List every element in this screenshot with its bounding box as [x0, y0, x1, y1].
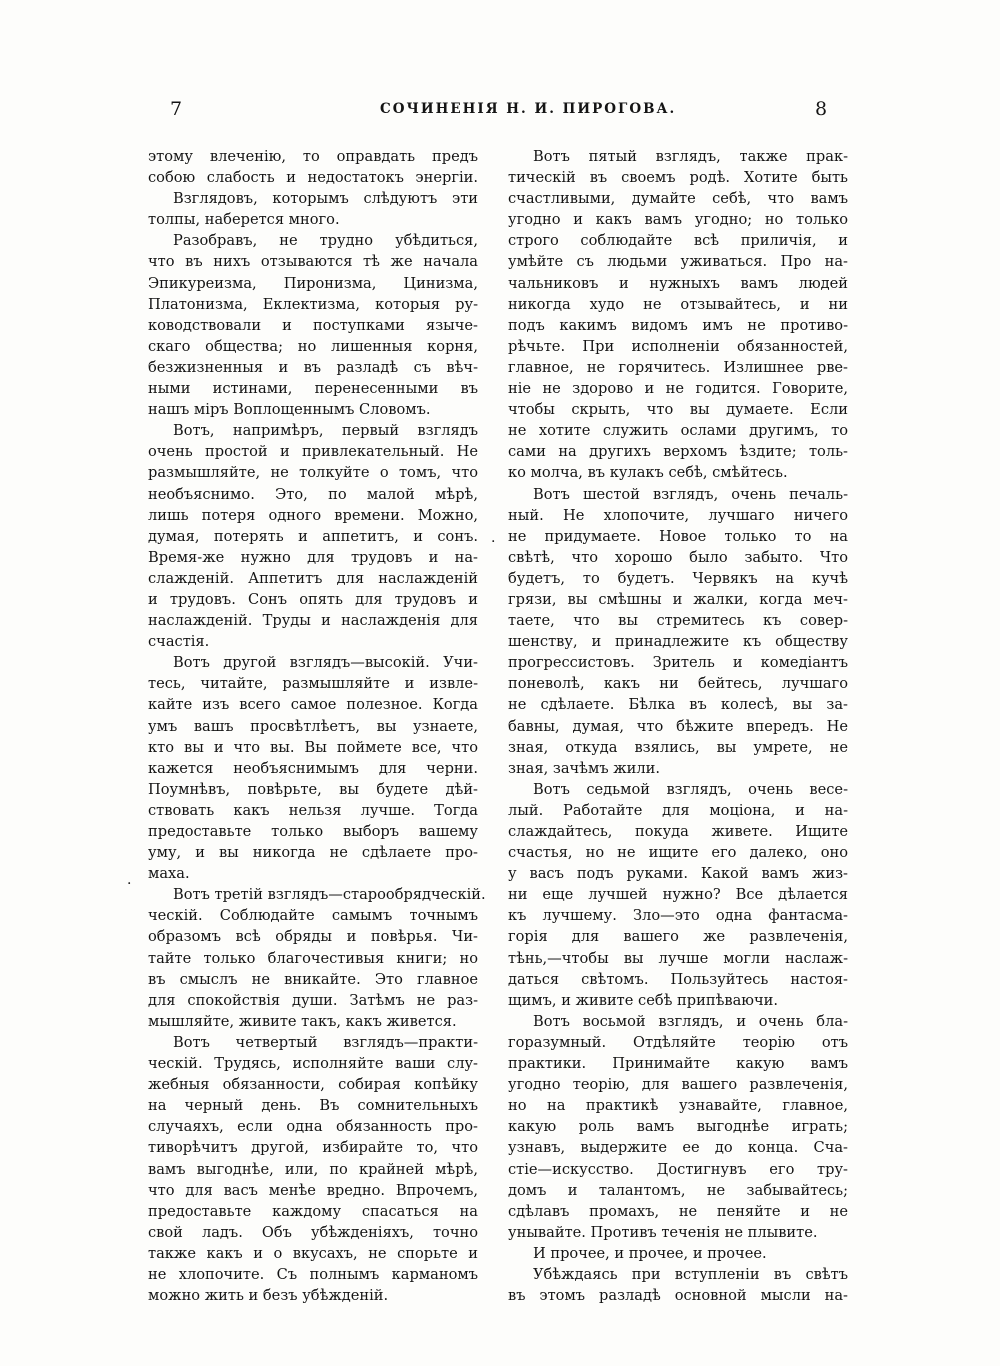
text-line: строго соблюдайте всѣ приличія, и — [508, 232, 848, 250]
text-line: домъ и талантомъ, не забывайтесь; — [508, 1181, 848, 1199]
page-header — [0, 98, 1000, 126]
text-line: грязи, вы смѣшны и жалки, когда меч- — [508, 590, 848, 608]
text-line: ными истинами, перенесенными въ — [148, 380, 478, 398]
text-line: также какъ и о вкусахъ, не спорьте и — [148, 1244, 478, 1262]
text-line: свѣтѣ, что хорошо было забыто. Что — [508, 548, 848, 566]
text-line: ководствовали и поступками языче- — [148, 316, 478, 334]
text-line: счастія. — [148, 633, 210, 651]
text-line: но на практикѣ узнавайте, главное, — [508, 1097, 848, 1115]
text-line: предоставьте только выборъ вашему — [148, 823, 478, 840]
text-line: маха. — [148, 865, 190, 883]
text-line: Разобравъ, не трудно убѣдиться, — [173, 232, 478, 250]
text-line: слажденій. Аппетитъ для наслажденій — [148, 569, 478, 587]
text-line: ствовать какъ нельзя лучше. Тогда — [148, 801, 478, 819]
text-line: не придумаете. Новое только то на — [508, 527, 848, 545]
text-line: этому влеченію, то оправдать предъ — [148, 148, 478, 165]
text-line: что въ нихъ отзываются тѣ же начала — [148, 253, 478, 271]
page-number-left: 7 — [170, 98, 183, 120]
text-line: предоставьте каждому спасаться на — [148, 1202, 478, 1220]
text-line: къ лучшему. Зло—это одна фантасма- — [508, 907, 848, 925]
text-line: не сдѣлаете. Бѣлка въ колесѣ, вы за- — [508, 696, 848, 714]
text-line: лишь потеря одного времени. Можно, — [148, 506, 478, 524]
text-line: Взглядовъ, которымъ слѣдуютъ эти — [173, 190, 478, 208]
text-line: мышляйте, живите такъ, какъ живется. — [148, 1012, 457, 1030]
text-line: Вотъ восьмой взглядъ, и очень бла- — [533, 1012, 848, 1030]
right-column — [508, 146, 848, 1306]
page-number-right: 8 — [815, 98, 828, 120]
text-line: ніе не здорово и не годится. Говорите, — [508, 380, 848, 398]
text-line: тическій въ своемъ родѣ. Хотите быть — [508, 169, 848, 187]
text-line: чальниковъ и нужныхъ вамъ людей — [508, 274, 848, 292]
text-line: Вотъ, напримѣръ, первый взглядъ — [173, 422, 478, 440]
text-line: вамъ выгоднѣе, или, по крайней мѣрѣ, — [148, 1160, 478, 1178]
text-line: Вотъ шестой взглядъ, очень печаль- — [533, 485, 848, 503]
text-line: чтобы скрыть, что вы думаете. Если — [508, 401, 848, 419]
text-line: даться свѣтомъ. Пользуйтесь настоя- — [508, 970, 848, 988]
text-line: можно жить и безъ убѣжденій. — [148, 1287, 389, 1305]
text-line: на черный день. Въ сомнительныхъ — [148, 1097, 478, 1115]
margin-mark-left: · — [127, 876, 132, 892]
text-line: слаждайтесь, покуда живете. Ищите — [508, 823, 848, 840]
text-line: свой ладъ. Объ убѣжденіяхъ, точно — [148, 1223, 478, 1241]
margin-mark-center: . — [491, 530, 496, 546]
text-line: ни еще лучшей нужно? Все дѣлается — [508, 886, 848, 904]
text-line: горія для вашего же развлеченія, — [508, 928, 848, 946]
text-line: не хотите служить ослами другимъ, то — [508, 422, 848, 440]
text-line: унывайте. Противъ теченія не плывите. — [508, 1223, 818, 1241]
text-line: Эпикуреизма, Пиронизма, Цинизма, — [148, 274, 478, 292]
text-line: скаго общества; но лишенныя корня, — [148, 337, 478, 355]
text-line: узнавъ, выдержите ее до конца. Сча- — [508, 1139, 848, 1157]
text-line: умѣйте съ людьми уживаться. Про на- — [508, 253, 848, 271]
text-line: Поумнѣвъ, повѣрьте, вы будете дѣй- — [148, 780, 478, 798]
text-line: поневолѣ, какъ ни бейтесь, лучшаго — [508, 675, 848, 693]
text-line: зная, откуда взялись, вы умрете, не — [508, 738, 848, 756]
text-line: шенству, и принадлежите къ обществу — [508, 633, 848, 651]
text-line: таете, что вы стремитесь къ совер- — [508, 612, 848, 630]
text-line: уму, и вы никогда не сдѣлаете про- — [148, 844, 478, 862]
text-line: кажется необъяснимымъ для черни. — [148, 759, 478, 777]
text-line: у васъ подъ руками. Какой вамъ жиз- — [508, 865, 848, 883]
text-line: практики. Принимайте какую вамъ — [508, 1055, 848, 1073]
text-line: безжизненныя и въ разладѣ съ вѣч- — [148, 358, 478, 376]
text-line: главное, не горячитесь. Излишнее рве- — [508, 358, 848, 376]
left-column — [148, 146, 486, 1306]
text-line: подъ какимъ видомъ имъ не противо- — [508, 316, 848, 334]
text-line: что для васъ менѣе вредно. Впрочемъ, — [148, 1181, 478, 1199]
text-line: Время-же нужно для трудовъ и на- — [148, 548, 478, 566]
text-line: Вотъ другой взглядъ—высокій. Учи- — [173, 654, 478, 672]
text-line: щимъ, и живите себѣ припѣваючи. — [508, 991, 779, 1009]
text-line: кто вы и что вы. Вы поймете все, что — [148, 738, 478, 756]
text-line: случаяхъ, если одна обязанность про- — [148, 1118, 478, 1136]
text-line: тѣнь,—чтобы вы лучше могли наслаж- — [508, 949, 848, 967]
text-line: лый. Работайте для моціона, и на- — [508, 801, 848, 819]
text-line: очень простой и привлекательный. Не — [148, 443, 478, 461]
text-line: ческій. Трудясь, исполняйте ваши слу- — [148, 1055, 478, 1073]
text-line: тайте только благочестивыя книги; но — [148, 949, 478, 967]
text-line: размышляйте, не толкуйте о томъ, что — [148, 464, 478, 482]
text-line: прогрессистовъ. Зритель и комедіантъ — [508, 654, 848, 672]
text-line: думая, потерять и аппетитъ, и сонъ. — [148, 527, 478, 545]
text-line: нашъ міръ Воплощеннымъ Словомъ. — [148, 401, 431, 419]
text-line: Вотъ пятый взглядъ, также прак- — [533, 148, 848, 165]
text-line: не хлопочите. Съ полнымъ карманомъ — [148, 1265, 478, 1283]
text-line: образомъ всѣ обряды и повѣрья. Чи- — [148, 928, 478, 946]
text-line: И прочее, и прочее, и прочее. — [533, 1244, 767, 1262]
text-line: сами на другихъ верхомъ ѣздите; толь- — [508, 443, 848, 461]
text-line: ческій. Соблюдайте самымъ точнымъ — [148, 907, 478, 925]
text-line: необъяснимо. Это, по малой мѣрѣ, — [148, 485, 478, 503]
text-line: толпы, наберется много. — [148, 211, 340, 229]
running-title: СОЧИНЕНІЯ Н. И. ПИРОГОВА. — [380, 101, 677, 117]
text-line: умъ вашъ просвѣтлѣетъ, вы узнаете, — [148, 717, 478, 735]
text-line: и трудовъ. Сонъ опять для трудовъ и — [148, 590, 478, 608]
text-line: какую роль вамъ выгоднѣе играть; — [508, 1118, 848, 1136]
text-line: рѣчьте. При исполненіи обязанностей, — [508, 337, 848, 355]
text-line: счастья, но не ищите его далеко, оно — [508, 844, 848, 862]
text-line: жебныя обязанности, собирая копѣйку — [148, 1076, 478, 1094]
text-line: Вотъ третій взглядъ—старообрядческій. — [173, 886, 486, 904]
text-line: тиворѣчитъ другой, избирайте то, что — [148, 1139, 478, 1157]
text-line: счастливыми, думайте себѣ, что вамъ — [508, 190, 848, 208]
text-line: въ смыслъ не вникайте. Это главное — [148, 970, 478, 988]
text-line: бавны, думая, что бѣжите впередъ. Не — [508, 717, 848, 735]
text-line: Убѣждаясь при вступленіи въ свѣтъ — [533, 1265, 848, 1283]
text-line: зная, зачѣмъ жили. — [508, 759, 661, 777]
text-line: угодно теорію, для вашего развлеченія, — [508, 1076, 848, 1094]
text-line: сдѣлавъ промахъ, не пеняйте и не — [508, 1202, 848, 1220]
text-line: Платонизма, Еклектизма, которыя ру- — [148, 295, 478, 313]
text-line: будетъ, то будетъ. Червякъ на кучѣ — [508, 569, 848, 587]
text-line: наслажденій. Труды и наслажденія для — [148, 612, 478, 630]
text-line: горазумный. Отдѣляйте теорію отъ — [508, 1033, 848, 1051]
text-line: тесь, читайте, размышляйте и извле- — [148, 675, 478, 693]
text-line: ко молча, въ кулакъ себѣ, смѣйтесь. — [508, 464, 788, 482]
text-line: въ этомъ разладѣ основной мысли на- — [508, 1287, 848, 1305]
text-line: собою слабость и недостатокъ энергіи. — [148, 169, 478, 187]
text-line: ный. Не хлопочите, лучшаго ничего — [508, 506, 848, 524]
text-line: угодно и какъ вамъ угодно; но только — [508, 211, 848, 229]
text-line: для спокойствія души. Затѣмъ не раз- — [148, 991, 478, 1009]
text-line: Вотъ седьмой взглядъ, очень весе- — [533, 780, 848, 798]
text-line: никогда худо не отзывайтесь, и ни — [508, 295, 848, 313]
text-line: стіе—искусство. Достигнувъ его тру- — [508, 1160, 848, 1178]
text-line: Вотъ четвертый взглядъ—практи- — [173, 1033, 478, 1051]
text-line: кайте изъ всего самое полезное. Когда — [148, 696, 478, 714]
